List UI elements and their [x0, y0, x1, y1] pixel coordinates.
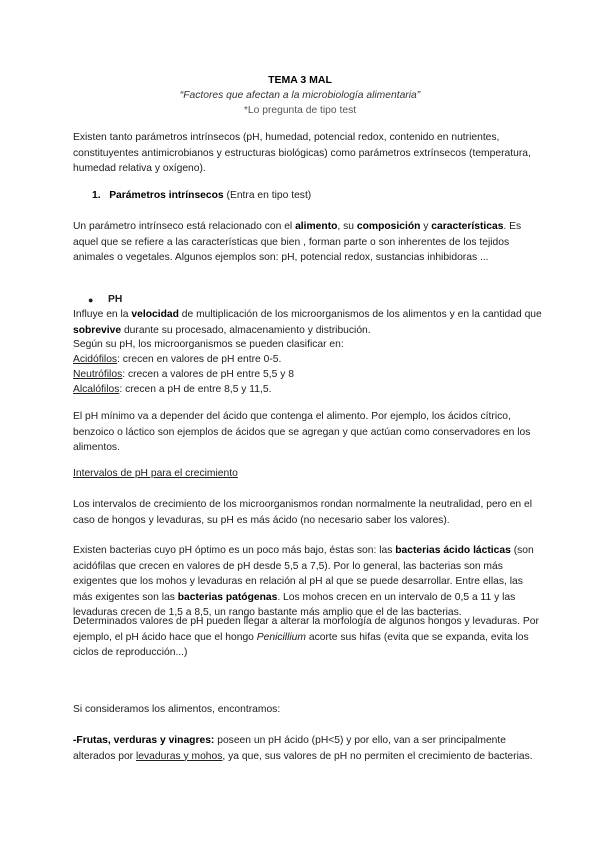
class-item-acidophiles: Acidófilos: crecen en valores de pH entre 0-5. — [73, 354, 282, 365]
class-item-neutrophiles: Neutrófilos: crecen a valores de pH entre 5,5 y 8 — [73, 369, 294, 380]
intervals-paragraph-2: Existen bacterias cuyo pH óptimo es un poco más bajo, éstas son: las bacterias ácido lácticas (son acidófilas que crecen en valores de pH desde 5,5 a 7,5). Por lo general, las bacterias son más exigentes que los mohos y levaduras en relación al pH al que se puede desarrollar. Entre ellas, las más exigentes son las bacterias patógenas. Los mohos crecen en un intervalo de 0,5 a 11 y las levaduras crecen de 1,5 a 8,5, un rango bastante más amplio que el de las bacterias. — [73, 545, 534, 618]
ph-classification-intro: Según su pH, los microorganismos se pueden clasificar en: — [73, 339, 344, 350]
page-subtitle: “Factores que afectan a la microbiología alimentaria” — [179, 90, 421, 101]
intro-paragraph: Existen tanto parámetros intrínsecos (pH, humedad, potencial redox, contenido en nutrientes, constituyentes antimicrobianos y estructuras biológicas) como parámetros extrínsecos (temperatura, humedad relativa y oxígeno). — [73, 132, 531, 174]
bullet-icon: ● — [88, 295, 94, 305]
intervals-paragraph-1: Los intervalos de crecimiento de los microorganismos rondan normalmente la neutralidad, pero en el caso de hongos y levaduras, su pH es más ácido (no necesario saber los valores). — [73, 499, 533, 526]
section-heading-intrinsic — [92, 188, 562, 204]
section-title: Parámetros intrínsecos — [109, 190, 224, 201]
intervals-paragraph-3: Determinados valores de pH pueden llegar a alterar la morfología de algunos hongos y levaduras. Por ejemplo, el pH ácido hace que el hongo Penicillium acorte sus hifas (evita que se expanda, evita los ciclos de reproducción...) — [73, 616, 539, 658]
section-number: 1. — [92, 190, 101, 201]
ph-paragraph-1: Influye en la velocidad de multiplicación de los microorganismos de los alimentos y en la cantidad que sobrevive durante su procesado, almacenamiento y distribución. — [73, 309, 542, 336]
ph-paragraph-acids: El pH mínimo va a depender del ácido que contenga el alimento. Por ejemplo, los ácidos cítrico, benzoico o láctico son ejemplos de ácidos que se agregan y que actúan como conservadores en los alimentos. — [73, 411, 531, 453]
intervals-heading: Intervalos de pH para el crecimiento — [73, 468, 238, 479]
test-note: *Lo pregunta de tipo test — [243, 105, 357, 116]
section-suffix: (Entra en tipo test) — [226, 190, 312, 201]
fruits-paragraph: -Frutas, verduras y vinagres: poseen un pH ácido (pH<5) y por ello, van a ser principalmente alterados por levaduras y mohos, ya que, sus valores de pH no permiten el crecimiento de bacterias. — [73, 735, 533, 762]
intrinsic-definition: Un parámetro intrínseco está relacionado con el alimento, su composición y características. Es aquel que se refiere a las características que bien , forman parte o son inherentes de los tejidos animales o vegetales. Algunos ejemplos son: pH, potencial redox, sustancias inhibidoras ... — [73, 221, 522, 263]
page-title: TEMA 3 MAL — [268, 74, 332, 86]
class-item-alkalophiles: Alcalófilos: crecen a pH de entre 8,5 y 11,5. — [73, 384, 272, 395]
ph-heading: PH — [108, 294, 123, 305]
intervals-paragraph-4: Si consideramos los alimentos, encontramos: — [73, 704, 281, 715]
